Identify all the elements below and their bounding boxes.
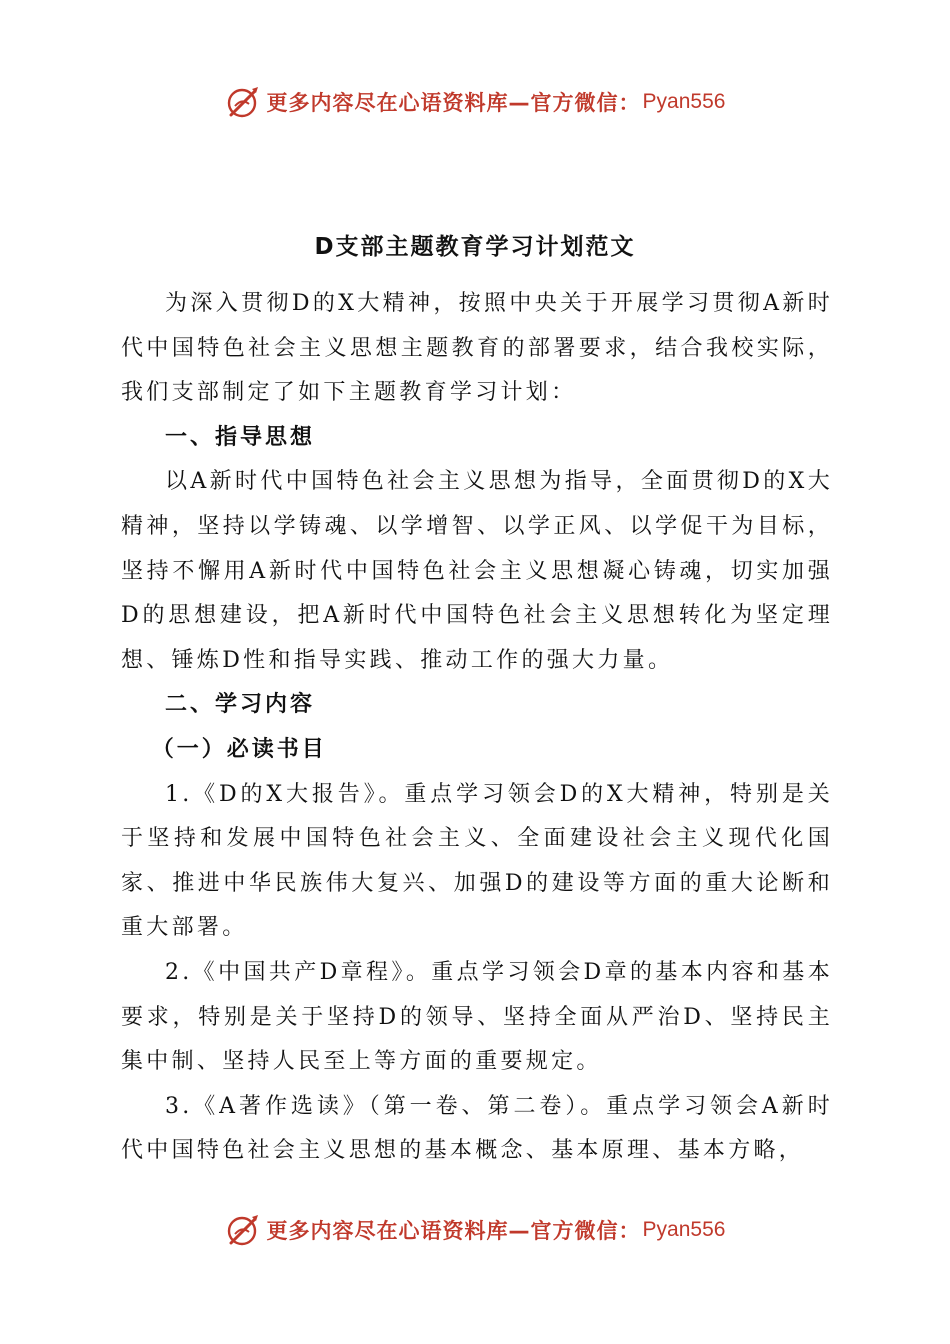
list-item: 2.《中国共产D章程》。重点学习领会D章的基本内容和基本要求，特别是关于坚持D的领导、坚持全面从严治D、坚持民主集中制、坚持人民至上等方面的重要规定。 (121, 959, 833, 1075)
wechat-id: Pyan556 (642, 1218, 726, 1241)
pen-logo-icon (225, 1212, 261, 1248)
header-banner (0, 82, 950, 122)
section-paragraph: 以A新时代中国特色社会主义思想为指导，全面贯彻D的X大精神，坚持以学铸魂、以学增智、以学正风、以学促干为目标，坚持不懈用A新时代中国特色社会主义思想凝心铸魂，切实加强D的思想建设，把A新时代中国特色社会主义思想转化为坚定理想、锤炼D性和指导实践、推动工作的强大力量。 (121, 469, 833, 673)
document-body (121, 282, 833, 1174)
section-heading-study-content: 二、学习内容 (165, 692, 316, 718)
subsection-heading-required-books: （一）必读书目 (151, 736, 327, 762)
wechat-id: Pyan556 (642, 90, 726, 113)
list-item: 3.《A著作选读》（第一卷、第二卷）。重点学习领会A新时代中国特色社会主义思想的基本概念、基本原理、基本方略， (121, 1093, 833, 1164)
page-title: D支部主题教育学习计划范文 (314, 234, 636, 260)
footer-banner (0, 1210, 950, 1250)
banner-text: 更多内容尽在心语资料库—官方微信： (266, 1219, 641, 1243)
intro-paragraph: 为深入贯彻D的X大精神，按照中央关于开展学习贯彻A新时代中国特色社会主义思想主题教育的部署要求，结合我校实际，我们支部制定了如下主题教育学习计划： (121, 291, 833, 406)
list-item: 1.《D的X大报告》。重点学习领会D的X大精神，特别是关于坚持和发展中国特色社会主义、全面建设社会主义现代化国家、推进中华民族伟大复兴、加强D的建设等方面的重大论断和重大部署。 (121, 781, 833, 941)
pen-logo-icon (225, 84, 261, 120)
banner-text: 更多内容尽在心语资料库—官方微信： (266, 91, 641, 115)
section-heading-guiding-ideology: 一、指导思想 (165, 424, 316, 450)
